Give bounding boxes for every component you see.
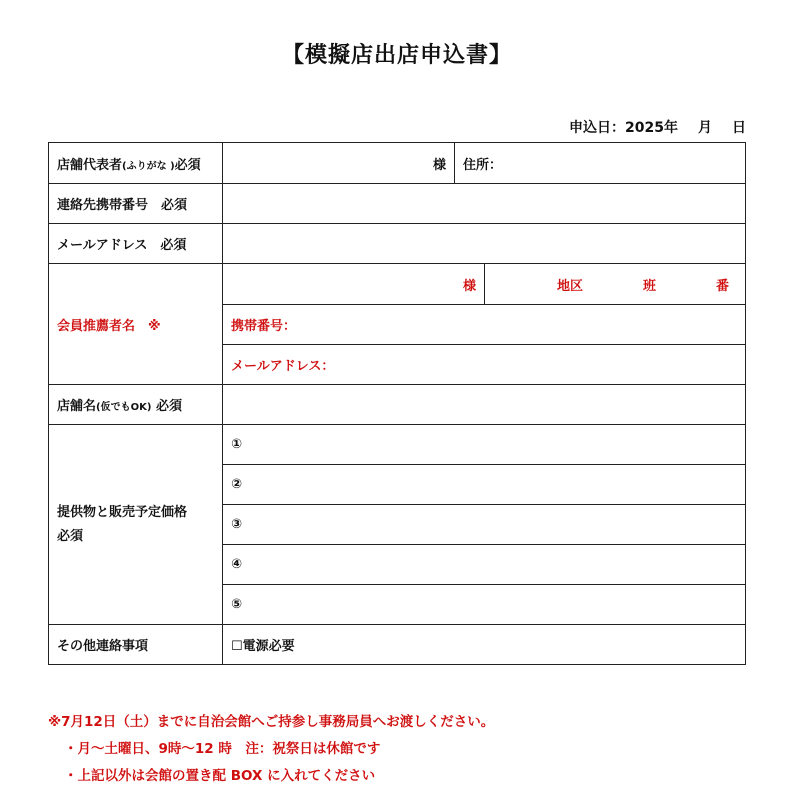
representative-name-input[interactable] xyxy=(223,143,455,183)
representative-label-kana: (ふりがな ) xyxy=(122,160,175,172)
offering-input-5[interactable] xyxy=(223,585,746,625)
row-offering-1 xyxy=(49,425,746,465)
email-label: メールアドレス 必須 xyxy=(49,224,223,264)
application-date xyxy=(569,117,746,137)
shop-name-label xyxy=(49,385,223,425)
shop-name-input[interactable] xyxy=(223,385,746,425)
offering-number: ② xyxy=(231,477,243,492)
representative-address-input[interactable] xyxy=(455,143,745,183)
offerings-label xyxy=(49,425,223,625)
email-input[interactable] xyxy=(223,224,746,264)
date-month: 月 xyxy=(698,120,712,136)
group-label: 班 xyxy=(642,278,656,294)
date-day: 日 xyxy=(732,120,746,136)
recommender-email-label: メールアドレス： xyxy=(231,359,335,374)
recommender-name-field[interactable] xyxy=(223,264,746,305)
recommender-name-input[interactable] xyxy=(223,264,485,304)
recommender-phone-label: 携帯番号： xyxy=(231,319,297,334)
shop-name-label-note: (仮でもOK) xyxy=(96,402,152,413)
recommender-honorific: 様 xyxy=(462,278,476,294)
other-field[interactable] xyxy=(223,625,746,665)
other-label: その他連絡事項 xyxy=(49,625,223,665)
power-required-checkbox[interactable]: ☐電源必要 xyxy=(231,639,295,654)
shop-name-label-main: 店舗名 xyxy=(57,399,97,414)
address-label: 住所： xyxy=(463,157,503,173)
date-prefix: 申込日：2025年 xyxy=(569,120,678,136)
application-form-table xyxy=(48,142,746,665)
note-dropbox: ・上記以外は会館の置き配 BOX に入れてください xyxy=(64,768,376,784)
recommender-label: 会員推薦者名 ※ xyxy=(49,264,223,385)
area-label: 地区 xyxy=(557,278,584,294)
row-shop-name xyxy=(49,385,746,425)
phone-label: 連絡先携帯番号 必須 xyxy=(49,184,223,224)
representative-field[interactable] xyxy=(223,143,746,184)
offering-input-3[interactable] xyxy=(223,505,746,545)
number-label: 番 xyxy=(715,278,729,294)
shop-name-label-required: 必須 xyxy=(155,399,182,414)
representative-honorific: 様 xyxy=(432,157,446,173)
phone-input[interactable] xyxy=(223,184,746,224)
offerings-label-line1: 提供物と販売予定価格 xyxy=(57,504,188,520)
row-email xyxy=(49,224,746,264)
offering-number: ③ xyxy=(231,517,243,532)
offering-number: ⑤ xyxy=(231,597,243,612)
offering-input-1[interactable] xyxy=(223,425,746,465)
row-representative xyxy=(49,143,746,184)
offering-number: ④ xyxy=(231,557,243,572)
offering-number: ① xyxy=(231,437,243,452)
row-recommender xyxy=(49,264,746,305)
representative-label-required: 必須 xyxy=(174,157,201,173)
submission-notes xyxy=(48,712,494,793)
note-hours: ・月～土曜日、9時～12 時 注：祝祭日は休館です xyxy=(64,741,381,757)
page-title: 【模擬店出店申込書】 xyxy=(281,43,512,68)
row-other xyxy=(49,625,746,665)
offering-input-4[interactable] xyxy=(223,545,746,585)
representative-label-main: 店舗代表者 xyxy=(57,157,123,173)
representative-label xyxy=(49,143,223,184)
recommender-phone-input[interactable] xyxy=(223,305,746,345)
offering-input-2[interactable] xyxy=(223,465,746,505)
row-phone xyxy=(49,184,746,224)
offerings-label-required: 必須 xyxy=(57,528,84,544)
recommender-area-input[interactable] xyxy=(485,264,745,304)
note-deadline: ※7月12日（土）までに自治会館へご持参し事務局員へお渡しください。 xyxy=(48,714,495,730)
recommender-email-input[interactable] xyxy=(223,345,746,385)
